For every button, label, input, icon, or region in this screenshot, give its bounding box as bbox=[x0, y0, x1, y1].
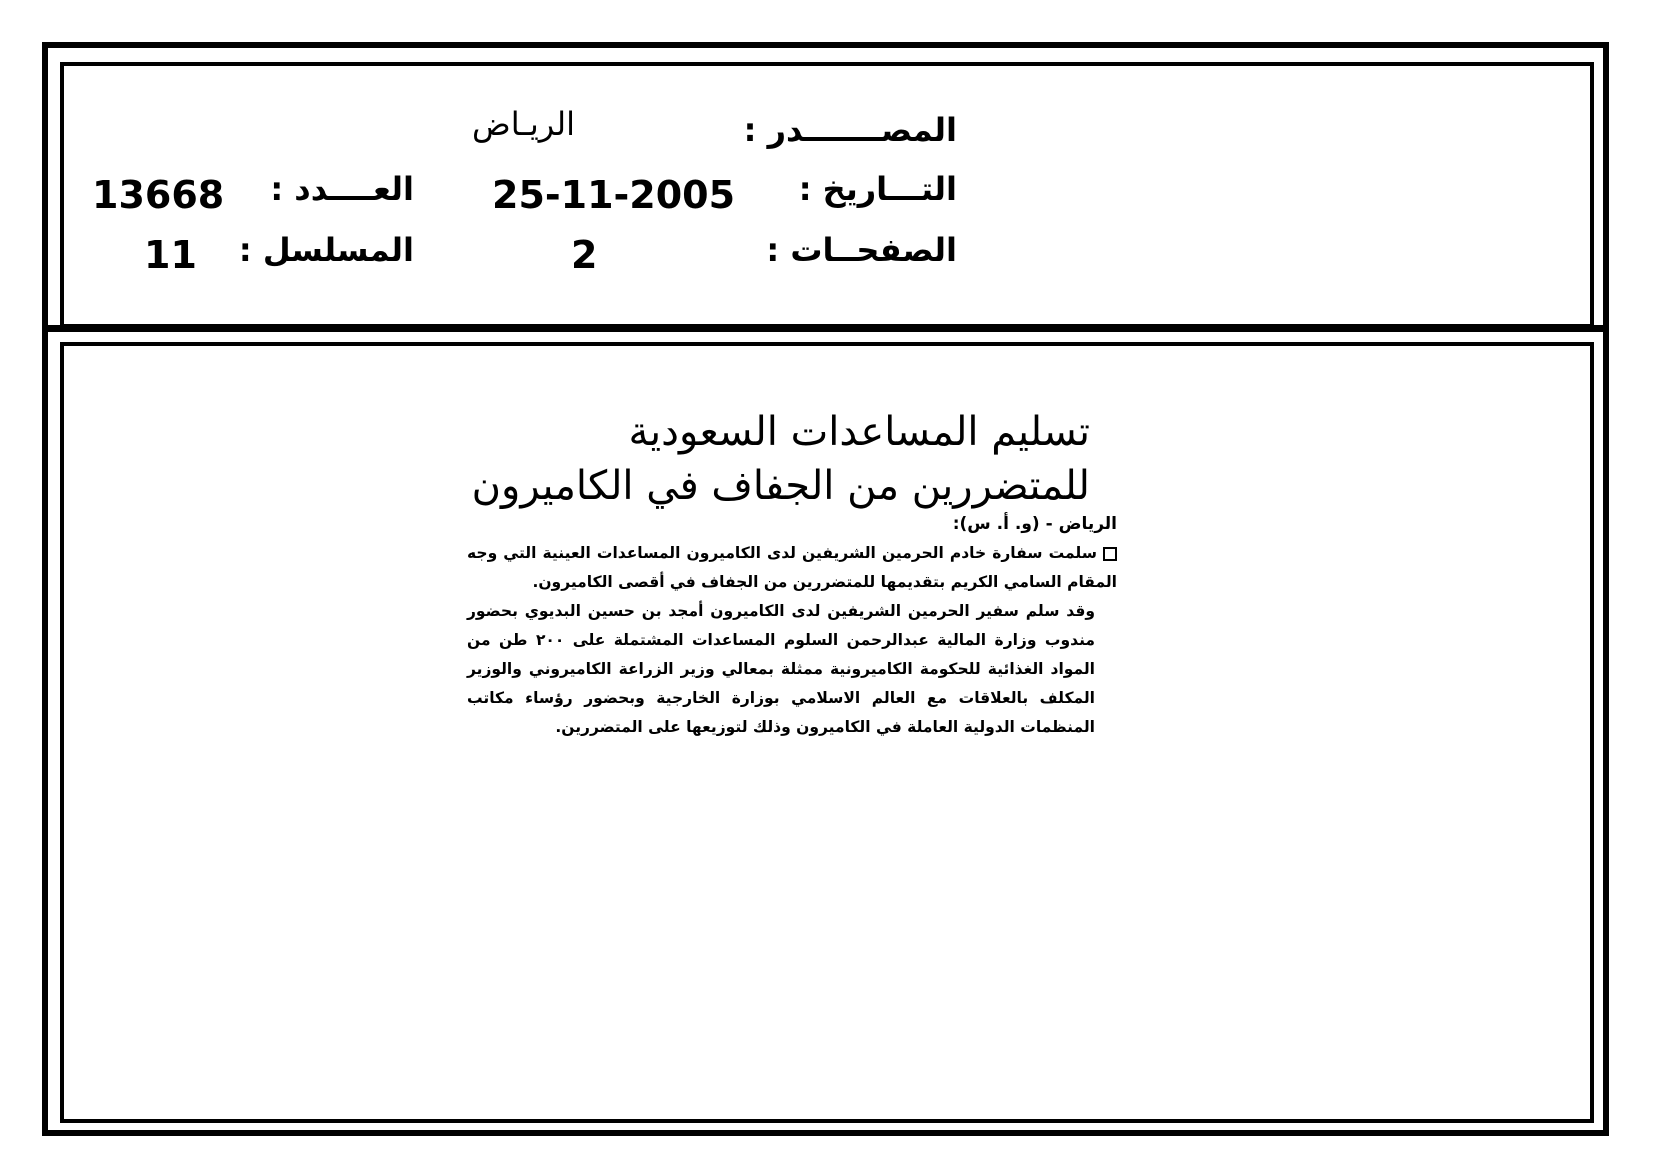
serial-label: المسلسل : bbox=[238, 231, 414, 269]
pages-label: الصفحــات : bbox=[766, 231, 957, 269]
source-label: المصـــــــدر : bbox=[743, 111, 957, 149]
article-title-line1: تسليم المساعدات السعودية bbox=[628, 409, 1090, 455]
bullet-square-icon bbox=[1103, 547, 1117, 561]
issue-label: العــــدد : bbox=[270, 170, 414, 208]
date-value: 25-11-2005 bbox=[492, 173, 736, 217]
serial-value: 11 bbox=[144, 233, 197, 277]
date-label: التـــاريخ : bbox=[798, 170, 957, 208]
header-divider bbox=[48, 325, 1603, 332]
source-value: الريـاض bbox=[472, 105, 576, 143]
issue-value: 13668 bbox=[92, 173, 225, 217]
article-paragraph-1 bbox=[467, 539, 1117, 597]
article-body bbox=[467, 510, 1117, 742]
article-dateline: الرياض - (و. أ. س): bbox=[952, 514, 1117, 534]
article-paragraph-1-text: سلمت سفارة خادم الحرمين الشريفين لدى الكاميرون المساعدات العينية التي وجه المقام السامي الكريم بتقديمها للمتضررين من الجفاف في أقصى الكاميرون. bbox=[467, 544, 1117, 591]
article-title-line2: للمتضررين من الجفاف في الكاميرون bbox=[471, 463, 1090, 509]
article-paragraph-2: وقد سلم سفير الحرمين الشريفين لدى الكاميرون أمجد بن حسين البديوي بحضور مندوب وزارة المالية عبدالرحمن السلوم المساعدات المشتملة على ٢٠٠ طن من المواد الغذائية للحكومة الكاميرونية ممثلة بمعالي وزير الزراعة الكاميروني والوزير المكلف بالعلاقات مع العالم الاسلامي بوزارة الخارجية وبحضور رؤساء مكاتب المنظمات الدولية العاملة في الكاميرون وذلك لتوزيعها على المتضررين. bbox=[467, 602, 1096, 736]
pages-value: 2 bbox=[571, 233, 598, 277]
